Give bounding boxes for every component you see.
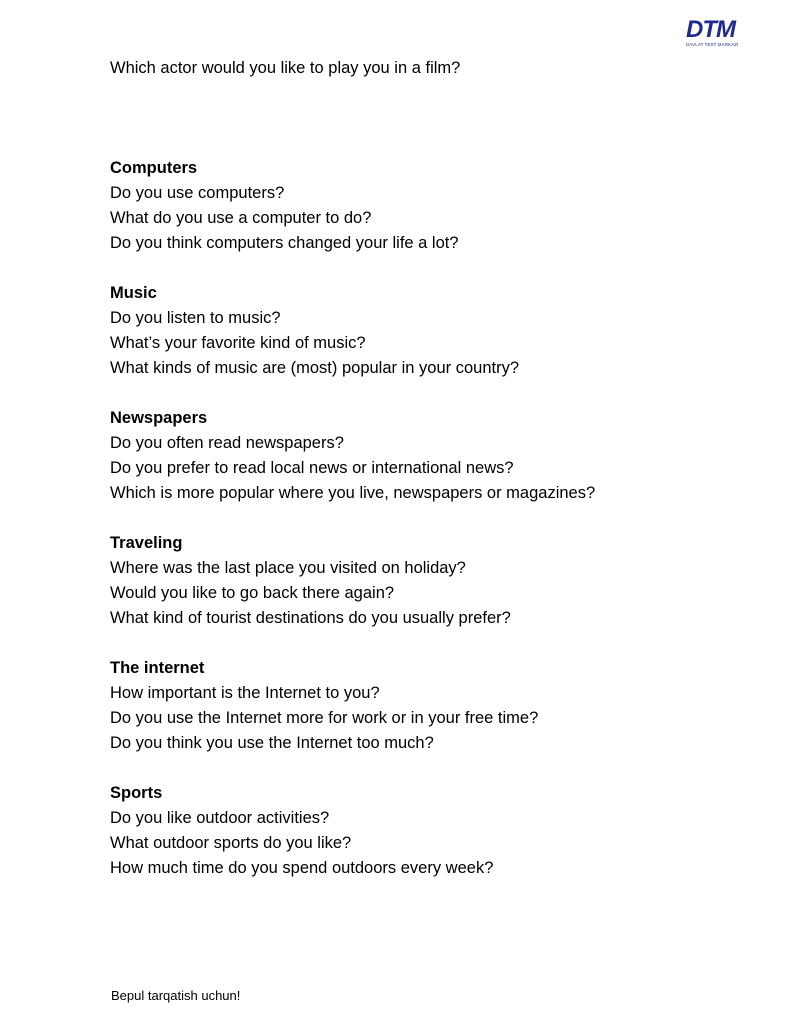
section-the-internet bbox=[110, 656, 730, 756]
section-heading: Sports bbox=[110, 784, 163, 802]
intro-question: Which actor would you like to play you in a film? bbox=[110, 59, 461, 77]
question: Do you listen to music? bbox=[110, 309, 281, 327]
footer-note: Bepul tarqatish uchun! bbox=[111, 988, 241, 1003]
question: Do you use computers? bbox=[110, 184, 285, 202]
question: Do you often read newspapers? bbox=[110, 434, 344, 452]
section-heading: Music bbox=[110, 284, 157, 302]
dtm-logo bbox=[686, 18, 746, 50]
document-body bbox=[110, 56, 730, 881]
section-newspapers bbox=[110, 406, 730, 506]
section-music bbox=[110, 281, 730, 381]
spacer bbox=[110, 506, 730, 531]
spacer bbox=[110, 756, 730, 781]
section-heading: Computers bbox=[110, 159, 198, 177]
logo-subtitle: DAVLAT TEST MARKAZI bbox=[686, 42, 739, 47]
section-heading: Traveling bbox=[110, 534, 183, 552]
question: How much time do you spend outdoors every week? bbox=[110, 859, 494, 877]
question: What kind of tourist destinations do you usually prefer? bbox=[110, 609, 511, 627]
question: Would you like to go back there again? bbox=[110, 584, 395, 602]
question: Where was the last place you visited on holiday? bbox=[110, 559, 466, 577]
section-sports bbox=[110, 781, 730, 881]
question: Do you prefer to read local news or international news? bbox=[110, 459, 514, 477]
section-traveling bbox=[110, 531, 730, 631]
section-computers bbox=[110, 156, 730, 256]
question: What’s your favorite kind of music? bbox=[110, 334, 366, 352]
spacer bbox=[110, 381, 730, 406]
question: Do you think you use the Internet too much? bbox=[110, 734, 434, 752]
section-heading: Newspapers bbox=[110, 409, 208, 427]
question: Which is more popular where you live, newspapers or magazines? bbox=[110, 484, 596, 502]
question: Do you like outdoor activities? bbox=[110, 809, 330, 827]
question: What do you use a computer to do? bbox=[110, 209, 372, 227]
question: How important is the Internet to you? bbox=[110, 684, 380, 702]
question: What kinds of music are (most) popular in your country? bbox=[110, 359, 519, 377]
spacer bbox=[110, 81, 730, 156]
logo-mark: DTM bbox=[686, 16, 735, 43]
spacer bbox=[110, 256, 730, 281]
section-heading: The internet bbox=[110, 659, 205, 677]
spacer bbox=[110, 631, 730, 656]
question: What outdoor sports do you like? bbox=[110, 834, 352, 852]
question: Do you think computers changed your life a lot? bbox=[110, 234, 459, 252]
question: Do you use the Internet more for work or in your free time? bbox=[110, 709, 539, 727]
